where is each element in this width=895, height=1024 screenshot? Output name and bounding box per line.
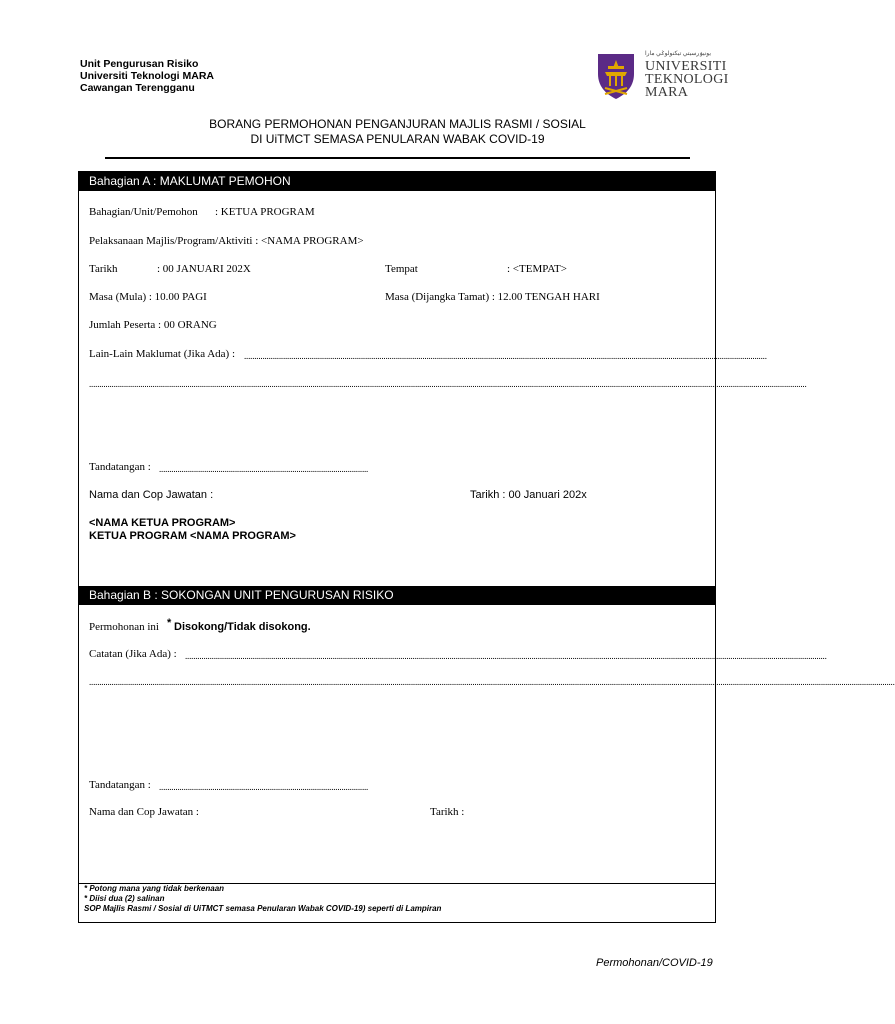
application-form (78, 171, 895, 923)
masa-tamat-field[interactable]: Masa (Dijangka Tamat) : 12.00 TENGAH HARI (385, 291, 600, 303)
tempat-value[interactable]: : <TEMPAT> (507, 263, 567, 275)
tarikh-label: Tarikh (89, 263, 118, 275)
catatan-label: Catatan (Jika Ada) : (89, 648, 177, 660)
lain-lain-dotted-line[interactable]: ............................................................................................................................................................................................................................................................... (244, 351, 767, 361)
lain-lain-dotted-line-2[interactable]: .............................................................................................................................................................................................................................................................................................................................................................. (89, 379, 807, 389)
tarikh-b-label[interactable]: Tarikh : (430, 806, 465, 818)
logo-line-universiti: UNIVERSITI (645, 59, 727, 74)
note-sop-reference: SOP Majlis Rasmi / Sosial di UiTMCT semasa Penularan Wabak COVID-19) seperti di Lampiran (84, 904, 442, 913)
masa-mula-field[interactable]: Masa (Mula) : 10.00 PAGI (89, 291, 207, 303)
tempat-label: Tempat (385, 263, 418, 275)
jumlah-peserta-field[interactable]: Jumlah Peserta : 00 ORANG (89, 319, 217, 331)
form-title-line1: BORANG PERMOHONAN PENGANJURAN MAJLIS RASMI / SOSIAL (209, 117, 586, 131)
permohonan-prefix: Permohonan ini (89, 621, 159, 633)
form-title-line2: DI UiTMCT SEMASA PENULARAN WABAK COVID-19 (250, 132, 545, 146)
nama-cop-b-label: Nama dan Cop Jawatan : (89, 806, 199, 818)
bahagian-label: Bahagian/Unit/Pemohon (89, 206, 198, 218)
tandatangan-a-line[interactable]: ...................................................................................................... (159, 464, 369, 474)
tandatangan-a-label: Tandatangan : (89, 461, 151, 473)
tarikh-value[interactable]: : 00 JANUARI 202X (157, 263, 251, 275)
bahagian-value[interactable]: : KETUA PROGRAM (215, 206, 315, 218)
signatory-name: <NAMA KETUA PROGRAM> (89, 517, 236, 529)
permohonan-mark: * (167, 617, 172, 629)
lain-lain-label: Lain-Lain Maklumat (Jika Ada) : (89, 348, 236, 360)
university-logo (596, 50, 729, 104)
pelaksanaan-field[interactable]: Pelaksanaan Majlis/Program/Aktiviti : <NAMA PROGRAM> (89, 235, 364, 247)
permohonan-choice[interactable]: Disokong/Tidak disokong. (174, 621, 311, 633)
organization-header (80, 58, 214, 94)
signatory-title: KETUA PROGRAM <NAMA PROGRAM> (89, 530, 296, 542)
form-notes (84, 884, 441, 914)
org-branch: Cawangan Terengganu (80, 82, 195, 94)
section-b-heading: Bahagian B : SOKONGAN UNIT PENGURUSAN RISIKO (79, 586, 715, 605)
form-reference: Permohonan/COVID-19 (596, 957, 713, 969)
note-strike-out: * Potong mana yang tidak berkenaan (84, 884, 225, 893)
catatan-dotted-line[interactable]: ......................................................................................................................................................................................................................................................................................................................... (185, 651, 827, 661)
logo-line-mara: MARA (645, 85, 689, 100)
university-crest-icon (596, 52, 636, 100)
org-university: Universiti Teknologi MARA (80, 70, 214, 82)
note-two-copies: * Diisi dua (2) salinan (84, 894, 165, 903)
org-unit: Unit Pengurusan Risiko (80, 58, 199, 70)
tandatangan-b-label: Tandatangan : (89, 779, 151, 791)
catatan-dotted-line-2[interactable]: ......................................................................................................................................................................................................................................................................................................................................................................................................... (89, 677, 895, 687)
section-a-heading: Bahagian A : MAKLUMAT PEMOHON (79, 172, 715, 191)
tandatangan-b-line[interactable]: ...................................................................................................... (159, 782, 369, 792)
logo-jawi-text: يونيۏرسيتي تيكنولوݢي مارا (645, 51, 712, 57)
form-title (105, 117, 690, 147)
logo-line-teknologi: TEKNOLOGI (645, 72, 729, 87)
tarikh-a-sign[interactable]: Tarikh : 00 Januari 202x (470, 489, 587, 501)
nama-cop-a-label: Nama dan Cop Jawatan : (89, 489, 214, 501)
title-divider (105, 157, 690, 159)
